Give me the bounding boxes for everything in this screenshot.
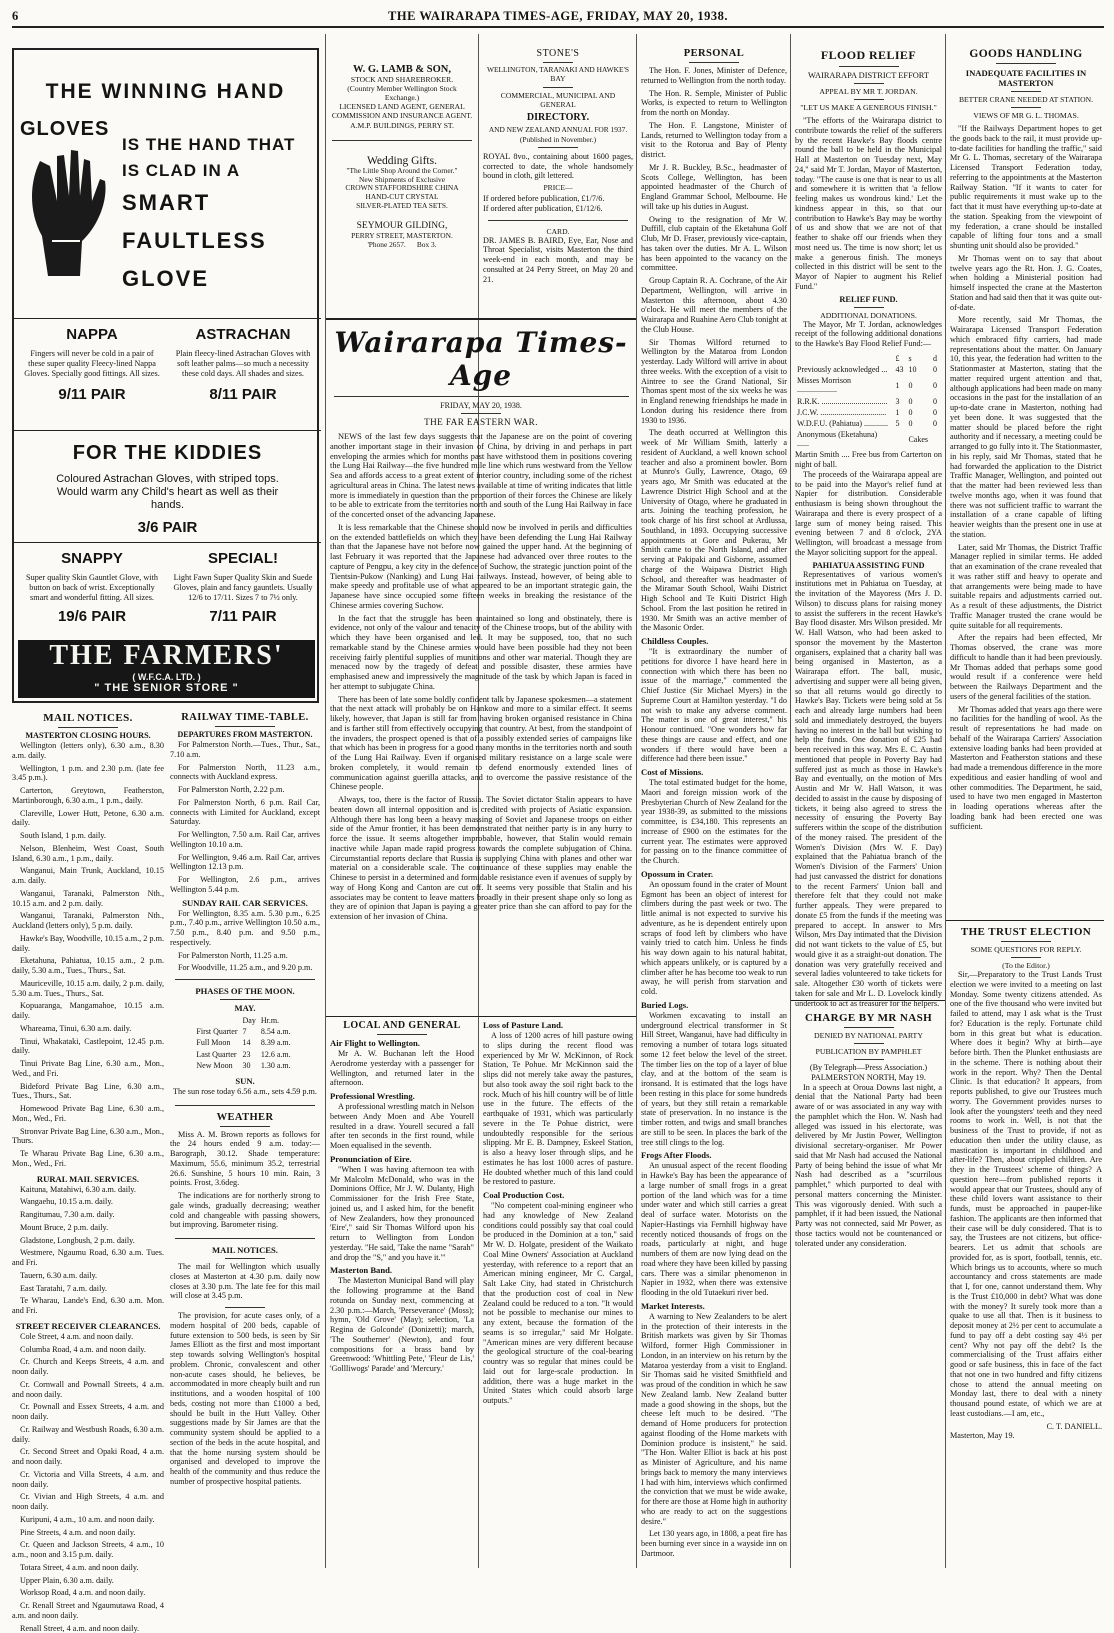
trust-election-letter: THE TRUST ELECTION SOME QUESTIONS FOR REPLY. (To the Editor.) Sir,—Preparatory to the Trust Lands Trust election we were invited to a meeting on last Monday. Some twenty citizens attended. As one of the five thousand who were invited but failed to attend, may I ask what is the Trust for? Education is the reply. Fortunate child born in this great but what is education. Where does it begin? Why at birth—aye before birth. Then the Plunket enthusiasts are in the scheme. There is nothing about their work in the report. Why? Then the Dental Clinic. Is that education? It appears, from reports published, to give our Trustees much worry. The Government provides nurses to look after the youngsters' teeth and they need rooms to work in. Well, is not that the business of the Trust to provide, if not as education then under the utility clause, as mastication is important in childhood and after-life? Then, about crippled children. Are they in the Trustees' scheme of things? A question here—from published reports it would appear that our Trustees, should any of these child lovers want assistance to their funds, must be approached in pauper-like fashion. The applicants are then informed that their case will be duly considered. That is to say, the Trustees are not citizens, but office-bearers. Let us admit that schools are provided for, as is sport, football, tennis, etc. Which brings us to accounts, where so much accountancy and cross statements are made that I, for one, cannot understand them. Why is the Trust £10,000 in debt? What was done with the money? It surely took more than a quake to use all that. Then is it business to deposit money at 2½ per cent to accumulate a fund to pay off a debt costing say 4½ per cent? Why not pay off the debt? Is the commercialising of the Trust affairs either good or safe business, this in face of the fact that not one in two hundred and fifty citizens chose to attend the annual meeting on Monday last, there to deal with a ninety thousand pound estate, of which we are at least custodians.—I am, etc., C. T. DANIELL. Masterton, May 19. bbox=[950, 926, 1102, 1570]
stones-directory-ad: STONE'S WELLINGTON, TARANAKI AND HAWKE'S BAY COMMERCIAL, MUNICIPAL AND GENERAL DIRECTORY. AND NEW ZEALAND ANNUAL FOR 1937. (Published in November.) ROYAL 8vo., containing about 1600 pages, corrected to date, the whole handsomely bound in cloth, gilt lettered. PRICE— If ordered before publication, £1/7/6. If ordered after publication, £1/12/6. CARD. DR. JAMES B. BAIRD, Eye, Ear, Nose and Throat Specialist, visits Masterton the third week-end in each month, and may be consulted at 24 Perry Street, on May 20 and 21. bbox=[483, 48, 633, 310]
gloves-illustration bbox=[20, 118, 115, 288]
street-clearance-list bbox=[12, 1332, 164, 1633]
street-clearance-item: Cr. Church and Keeps Streets, 4 a.m. and noon daily. bbox=[12, 1357, 164, 1377]
moon-phase-table: Day Hr.m. First Quarter 7 8.54 a.m. Full Moon 14 8.39 a.m. Last Quarter 23 12.6 a.m. New Moon 30 1.30 a.m. bbox=[194, 1014, 295, 1072]
donation-cell: 0 bbox=[908, 397, 931, 406]
donation-cell: 0 bbox=[933, 365, 940, 374]
railway-timetable: RAILWAY TIME-TABLE. DEPARTURES FROM MASTERTON. For Palmerston North.—Tues., Thur., Sat., 7.10 a.m. For Palmerston North, 11.23 a.m., connects with Auckland express. For Palmerston North, 2.22 p.m. For Palmerston North, 6 p.m. Rail Car, connects with Limited for Auckland, except Saturday. For Wellington, 7.50 a.m. Rail Car, arrives Wellington 10.10 a.m. For Wellington, 9.46 a.m. Rail Car, arrives Wellington 12.13 p.m. For Wellington, 2.6 p.m., arrives Wellington 5.44 p.m. SUNDAY RAIL CAR SERVICES. For Wellington, 8.35 a.m. 5.30 p.m., 6.25 p.m., 7.40 p.m., arrive Wellington 10.50 a.m., 7.50 p.m., 8.40 p.m. and 9.50 p.m., respectively. For Palmerston North, 11.25 a.m. For Woodville, 11.25 a.m., and 9.20 p.m. PHASES OF THE MOON. MAY. Day Hr.m. First Quarter 7 8.54 a.m. Full Moon 14 8.39 a.m. Last Quarter 23 12.6 a.m. New Moon 30 1.30 a.m. SUN. The sun rose today 6.56 a.m., sets 4.59 p.m. WEATHER Miss A. M. Brown reports as follows for the 24 hours ended 9 a.m. today:—Barograph, 30.12. Shade temperature: Maximum, 55.6, minimum 35.2, terrestrial 26.6. Sunshine, 5 hours 10 min. Rain, 3 points. Frost, 3.6deg. The indications are for northerly strong to gale winds, gradually decreasing; weather cold and changeable with passing showers, but improving. Barometer rising. MAIL NOTICES. The mail for Wellington which usually closes at Masterton at 4.30 p.m. daily now closes at 3.30 p.m. The late fee for this mail will close at 3.45 p.m. The provision, for acute cases only, of a modern hospital of 200 beds, capable of future extension to 500 beds, is seen by Sir James Elliott as the first and most important step towards solving Wellington's hospital problem. Chronic, convalescent and other non-acute cases should, he believes, be accommodated in more cheaply built and run institutions, and a wooden hospital of 100 beds, costing not more than £1000 a bed, should be built in the Hutt Valley. Other suggestions made by Sir James are that the community system should be applied to a section of the beds in the acute hospital, and that the home nursing system should be organised and developed to improve the health of the community and thus reduce the number of prospective hospital patients. bbox=[170, 712, 320, 1572]
editorial: Wairarapa Times-Age FRIDAY, MAY 20, 1938. THE FAR EASTERN WAR. NEWS of the last few days suggests that the Japanese are on the point of covering another important stage in their invasion of China, by driving in and perhaps in part enveloping the armies which for months past have withstood them in positions covering the Lung Hai Railway—the five hundred mile line which runs westward from the Yellow Sea and affords access to a great extent of interior country, including some of the richest agricultural areas in China. The latest news available at time of writing indicates that little more is immediately in question than the proportion of their forces the Chinese are likely to be able to extricate from the territories north and south of the Lung Hai Railway in face of the concerted onset of the advancing Japanese. It is less remarkable that the Chinese should now be involved in perils and difficulties on the extended battlefields on which they have been defending the Lung Hai Railway than that the Japanese have not before now gained the upper hand. At the beginning of last February it was reported that the Japanese had advanced over three routes to the capture of Pengpu, a key city in the defence of Suchow, the strategic junction point of the Tientsin-Pukow (Nanking) and Lung Hai railways. Instead, however, of being able to make speedy and profitable use of what appeared to be an important strategic gain, the Japanese have since occupied some fifteen weeks in breaking the resistance of the Chinese armies covering Suchow. In the fact that the struggle has been maintained so long and obstinately, there is evidence, not only of the valour and tenacity of the Chinese troops, but of the ability with which they have been organised and led. It may be supposed, too, that no such remarkable stand by the Chinese armies would have been possible had they not been receiving fairly plentiful supplies of munitions and other war material. Though they are menaced now by the tragedy of defeat and possible disaster, these armies have emphasised anew and impressively the magnitude of the task by which Japan is faced in her attempt to subjugate China. There has been of late some boldly confident talk by Japanese spokesmen—a statement that the next attack will probably be on Hankow and more to a similar effect. It seems likely, however, that Japan is still far from having broken organised resistance in China and is farther still from effectively occupying that country. At best, from the standpoint of the invaders, the prospect opened is that of a possibly extended series of campaigns like that which has been in progress for a good many months in the territories north and south of the Lung Hai Railway. Even if organised military resistance on a large scale were broken completely, it would remain to defend enormously extended lines of communication against guerilla attacks, and to overcome the passive resistance of the Chinese people. Always, too, there is the factor of Russia. The Soviet dictator Stalin appears to have beaten down all internal opposition and is credited with projects of Asiatic expansion. Although there has long been a heavy massing of Soviet and Japanese troops on either side of the Amur frontier, it has been demonstrated that neither party is in any hurry to force the issue. It seems altogether improbable, however, that Stalin would remain inactive while Japan made rapid progress towards the complete subjugation of China. Circumstantial reports declare that Russia is supplying China with planes and other war material on a considerable scale. The continuance of these supplies may enable the Chinese to persist in a determined and formidable resistance even if avenues of supply by way of Hong Kong and Canton are cut off. It seems very possible that Stalin and his associates may be content to leave matters broadly in their present shape only so long as they are of opinion that Japan is paying a greater price than she can afford to pay for the extension of her invasion of China. bbox=[330, 322, 632, 842]
street-clearance-item: Cole Street, 4 a.m. and noon daily. bbox=[12, 1332, 164, 1342]
donation-cell: R.R.K. ................................. bbox=[797, 397, 893, 406]
moon-phase-cell: New Moon bbox=[196, 1061, 240, 1070]
editorial-body bbox=[330, 432, 632, 922]
departure-item: For Palmerston North, 11.23 a.m., connects with Auckland express. bbox=[170, 763, 320, 783]
street-clearance-item: Cr. Cornwall and Pownall Streets, 4 a.m. and noon daily. bbox=[12, 1380, 164, 1400]
mail-closing-item: Wellington (letters only), 6.30 a.m., 8.30 a.m. daily. bbox=[12, 741, 164, 761]
donation-cell: 5 bbox=[895, 419, 906, 428]
column-rule bbox=[636, 34, 637, 1568]
moon-phase-row bbox=[196, 1038, 293, 1047]
donation-cell: J.C.W. ................................. bbox=[797, 408, 893, 417]
goods-handling-article: GOODS HANDLING INADEQUATE FACILITIES IN MASTERTON BETTER CRANE NEEDED AT STATION. VIEWS OF MR G. L. THOMAS. "If the Railways Department hopes to get the goods back to the rail, it must provide up-to-date facilities for handling the traffic," said Mr G. L. Thomas, secretary of the Wairarapa Licensed Transport Federation today, referring to the appointments at the Masterton Railway Station. "If it wants to cater for public requirements it must wake up to the fact that it must have everything up-to-date at the station. Speaking from the viewpoint of my federation, a crane should be installed capable of lifting four tons and a small shunting unit should also be provided." Mr Thomas went on to say that about twelve years ago the Rt. Hon. J. G. Coates, when holding a Ministerial position had himself inspected the crane at the Masterton Station and had said then that it was quite out-of-date. More recently, said Mr Thomas, the Wairarapa Licensed Transport Federation which embraced fifty carriers, had made representations about the matter. On January 10, this year, the federation had written to the Stationmaster at Masterton, stating that the matter required urgent attention and that, although applications had been made on many occasions in the past for the installation of an up-to-date crane in Masterton, nothing had yet been done. It was suggested that the matter should be placed before the right authority and if necessary, a meeting could be arranged to go fully into it. The Stationmaster, in his reply, said Mr Thomas, stated that he had forwarded the application to the District Traffic Manager, Wellington, and pointed out that the matter had been reviewed less than twelve months ago, when it was found that there was not sufficient traffic to warrant the installation of a crane capable of lifting heavier weights than the present one in use at the station. Later, said Mr Thomas, the District Traffic Manager replied in similar terms. He added that an examination of the crane revealed that it was rather stiff and heavy to operate and that arrangements were being made to have suitable repairs and adjustments carried out. As a result of these adjustments, the District Traffic Manager trusted the crane would be quite suitable for all requirements. After the repairs had been effected, Mr Thomas observed, the crane was more difficult to handle than it had been previously. Mr Thomas added that perhaps some good would result if a conference were held between the Railways Department and the users of the general facilities of the station. Mr Thomas added that years ago there were no facilities for the handling of wool. As the result of representations he had made on behalf of the Wairarapa Carriers' Association extensive loading banks had been provided at Masterton and Featherston stations and these had made a tremendous difference in the more expeditious and easier handling of wool and other commodities. The Department, he said, used to have two men engaged in Masterton in loading operations whereas after the loading bank had been erected one was sufficient. bbox=[950, 48, 1102, 913]
hospital-article: The provision, for acute cases only, of a modern hospital of 200 beds, capable of future extension to 500 beds, is seen by Sir James Elliott as the first and most important step towards solving Wellington's hospital problem. Chronic, convalescent and other non-acute cases should, he believes, be accommodated in more cheaply built and run institutions, and a wooden hospital of 100 beds, costing not more than £1000 a bed, should be built in the Hutt Valley. Other suggestions made by Sir James are that the community system should be applied to a section of the beds in the acute hospital, and that the home nursing system should be organised and developed to improve the health of the community and thus reduce the number of prospective hospital patients. bbox=[170, 1311, 320, 1487]
rural-mail-item: Tauern, 6.30 a.m. daily. bbox=[12, 1271, 164, 1281]
local-and-general: LOCAL AND GENERAL Air Flight to Wellington. Mr A. W. Buchanan left the Hood Aerodrome yesterday with a passenger for Wellington, and returned later in the afternoon. Professional Wrestling. A professional wrestling match in Nelson between Andy Moen and Abe Yourell resulted in a draw. Yourell secured a fall after ten seconds in the first round, while Moen equalised in the seventh. Pronunciation of Eire. "When I was having afternoon tea with Mr Malcolm McDonald, who was in the Dominions Office, Mr J. W. Dulanty, High Commissioner for the Irish Free State, joined us, and I asked him, for the benefit of New Zealanders, how they pronounced 'Eire'," said Sir Thomas Wilford upon his return to Wellington from London yesterday. "He said, 'Take the name "Sarah" and drop the "S," and you have it.'" Masterton Band. The Masterton Municipal Band will play the following programme at the Band rotunda on Sunday next, commencing at 2.30 p.m.:—March, 'Perseverance' (Moss); hymn, 'Old Grove' (May); selection, 'La Regina de Golconde' (Donizetti); march, 'The Southerner' (Newton), and four compositions for a brass band by Greenwood: 'Whittling Pete,' 'Fleur de Lis,' 'Gollliwogs' Parade' and 'Mercury.' bbox=[330, 1020, 474, 1570]
editorial-paragraph: It is less remarkable that the Chinese should now be involved in perils and difficulties on the extended battlefields on which they have been defending the Lung Hai Railway than that the Japanese have not before now gained the upper hand. At the beginning of last February it was reported that the Japanese had advanced over three routes to the capture of Pengpu, a key city in the defence of Suchow, the strategic junction point of the Tientsin-Pukow (Nanking) and Lung Hai railways. Instead, however, of being able to make speedy and profitable use of what appeared to be an important strategic gain, the Japanese have since occupied some fifteen weeks in breaking the resistance of the Chinese armies covering Suchow. bbox=[330, 523, 632, 611]
departures-list bbox=[170, 740, 320, 895]
mail-notices: MAIL NOTICES. MASTERTON CLOSING HOURS. Wellington (letters only), 6.30 a.m., 8.30 a.m. daily. Wellington, 1 p.m. and 2.30 p.m. (late fee 3.45 p.m.). Carterton, Greytown, Featherston, Martinborough, 6.30 a.m., 1 p.m., daily. Clareville, Lower Hutt, Petone, 6.30 a.m. daily. South Island, 1 p.m. daily. Nelson, Blenheim, West Coast, South Island, 6.30 a.m., 1 p.m., daily. Wanganui, Main Trunk, Auckland, 10.15 a.m. daily. Wanganui, Taranaki, Palmerston Nth., 10.15 a.m. and 2 p.m. daily. Wanganui, Taranaki, Palmerston Nth., Auckland (letters only), 5 p.m. daily. Hawke's Bay, Woodville, 10.15 a.m., 2 p.m. daily. Eketahuna, Pahiatua, 10.15 a.m., 2 p.m. daily, 5.30 a.m., Tues., Thurs., Sat. Mauriceville, 10.15 a.m. daily, 2 p.m. daily, 5.30 a.m. Tues., Thurs., Sat. Kopuaranga, Mangamahoe, 10.15 a.m. daily. Whareama, Tinui, 6.30 a.m. daily. Tinui, Whakataki, Castlepoint, 12.45 p.m. daily. Tinui Private Bag Line, 6.30 a.m., Mon., Wed., and Fri. Bideford Private Bag Line, 6.30 a.m., Tues., Thurs., Sat. Homewood Private Bag Line, 6.30 a.m., Mon., Wed., Fri. Stronvar Private Bag Line, 6.30 a.m., Mon., Thurs. Te Wharau Private Bag Line, 6.30 a.m., Mon., Wed., Fri. RURAL MAIL SERVICES. Kaituna, Matahiwi, 6.30 a.m. daily. Wangaehu, 10.15 a.m. daily. Rangitumau, 7.30 a.m. daily. Mount Bruce, 2 p.m. daily. Gladstone, Longbush, 2 p.m. daily. Westmere, Ngaumu Road, 6.30 a.m. Tues. and Fri. Tauern, 6.30 a.m. daily. East Taratahi, 7 a.m. daily. Te Wharau, Lande's End, 6.30 a.m. Mon. and Fri. STREET RECEIVER CLEARANCES. Cole Street, 4 a.m. and noon daily. Columba Road, 4 a.m. and noon daily. Cr. Church and Keeps Streets, 4 a.m. and noon daily. Cr. Cornwall and Pownall Streets, 4 a.m. and noon daily. Cr. Pownall and Essex Streets, 4 a.m. and noon daily. Cr. Railway and Westbush Roads, 6.30 a.m. daily. Cr. Second Street and Opaki Road, 4 a.m. and noon daily. Cr. Victoria and Villa Streets, 4 a.m. and noon daily. Cr. Vivian and High Streets, 4 a.m. and noon daily. Kuripuni, 4 a.m., 10 a.m. and noon daily. Pine Streets, 4 a.m. and noon daily. Cr. Queen and Jackson Streets, 4 a.m., 10 a.m., noon and 3.15 p.m. daily. Totara Street, 4 a.m. and noon daily. Upper Plain, 6.30 a.m. daily. Worksop Road, 4 a.m. and noon daily. Cr. Renall Street and Ngaumutawa Road, 4 a.m. and noon daily. Renall Street, 4 a.m. and noon daily. bbox=[12, 712, 164, 1572]
street-clearance-item: Totara Street, 4 a.m. and noon daily. bbox=[12, 1563, 164, 1573]
personal-item: The Hon. F. Langstone, Minister of Lands, returned to Wellington today from a visit to the Rotorua and Bay of Plenty district. bbox=[641, 121, 787, 160]
rural-mail-item: Westmere, Ngaumu Road, 6.30 a.m. Tues. and Fri. bbox=[12, 1248, 164, 1268]
ad-headline: THE WINNING HAND bbox=[14, 80, 317, 104]
goods-paragraph: More recently, said Mr Thomas, the Wairarapa Licensed Transport Federation which embraced fifty carriers, had made representations about the matter. On January 10, this year, the federation had written to the Stationmaster at Masterton, stating that the matter required urgent attention and that, although applications had been made on many occasions in the past for the installation of an up-to-date crane in Masterton, nothing had yet been done. It was suggested that the matter should be placed before the right authority and if necessary, a meeting could be arranged to go fully into it. The Stationmaster, in his reply, said Mr Thomas, stated that he had forwarded the application to the District Traffic Manager, Wellington, and pointed out that the matter had been reviewed less than twelve months ago, when it was found that there was not sufficient traffic to warrant the installation of a crane capable of lifting heavier weights than the present one in use at the station. bbox=[950, 315, 1102, 539]
mail-closing-item: Clareville, Lower Hutt, Petone, 6.30 a.m. daily. bbox=[12, 809, 164, 829]
street-clearance-item: Renall Street, 4 a.m. and noon daily. bbox=[12, 1624, 164, 1633]
moon-phase-cell: Last Quarter bbox=[196, 1050, 240, 1059]
moon-phase-cell: 1.30 a.m. bbox=[261, 1061, 294, 1070]
flood-relief-article: FLOOD RELIEF WAIRARAPA DISTRICT EFFORT APPEAL BY MR T. JORDAN. "LET US MAKE A GENEROUS FINISH." "The efforts of the Wairarapa district to contribute towards the relief of the sufferers by the recent Hawke's Bay floods centre round the ball to be held in the Municipal Hall at Masterton on Tuesday next, May 24," said Mr T. Jordan, Mayor of Masterton, today. "The cause is one that is near to us all and somewhere it is written that 'a fellow feeling makes us wondrous kind.' Let the kindness appear in this, so that our contribution to Hawke's Bay may be worthy of us and show that we are not of that feather to shake off our friends when they most need us. The time is now short; let us make a generous finish. The moneys collected in this district will be sent to the Mayor of Napier to augment his Relief Fund." RELIEF FUND. ADDITIONAL DONATIONS. The Mayor, Mr T. Jordan, acknowledges receipt of the following additional donations to the Hawke's Bay Flood Relief Fund:— £ s d Previously acknowledged ... 43 10 0 Misses Morrison .................... 1 0 0 R.R.K. ................................. 3 0 0 J.C.W. ................................. 1 0 0 W.D.F.U. (Pahiatua) ............ 5 0 0 Anonymous (Eketahuna) ...... Cakes Martin Smith .... Free bus from Carterton on night of ball. The proceeds of the Wairarapa appeal are to be paid into the Mayor's relief fund at Napier for distribution. Considerable enthusiasm is being shown throughout the Wairarapa and there is every prospect of a large sum of money being raised. This evening between 7 and 8 o'clock, 2YA Wellington, will broadcast a message from the Mayor soliciting support for the appeal. PAHIATUA ASSISTING FUND Representatives of various women's institutions met in Pahiatua on Tuesday, at the invitation of the Mayoress (Mrs J. D. Wilson) to discuss plans for raising money to assist the sufferers in the recent Hawke's Bay flood disaster. Mrs Wilson presided. Mr W. Hall Watson, who had been asked to sponsor the movement by the Masterton organisers, explained that a charity ball was being organised in Masterton, as a Wairarapa effort. The ball, music, advertising and supper were all being given, so that all returns would go directly to Hawke's Bay. Tickets were being sold at 5s each and already large numbers had been sold and immediately destroyed, the buyers having no interest in the ball but wishing to help the funds. One donation of £25 had been received in this way. Mrs E. C. Austin mentioned that people in Poverty Bay had suffered just as much as those in Hawke's Bay and eventually, on the motion of Mrs Austin and Mr W. Hall Watson, it was decided to assist in the cause by disposing of tickets, it being also agreed to stress the necessity of ensuring the Poverty Bay sufferers within the scope of the distribution of the money raised. The president of the Women's Division (Mrs W. F. Day) explained that the Pahiatua branch of the Women's Division of the Farmers' Union had just canvassed the district for donations to the recent Farmers' Union ball and therefore felt that they could not make further appeals. They were prepared to donate £5 from the funds if the meeting was prepared to accept. In answer to Mrs Wilson, Mrs Day intimated that the Division did not want tickets to the value of £5, but would give it as a straight-out donation. The donation was very gratefully received and several ladies volunteered to take tickets for sale. Altogether £30 worth of tickets were taken for sale and Mr L. D. Lovelock kindly undertook to act as treasurer for the helpers. bbox=[795, 48, 942, 768]
donation-cell: W.D.F.U. (Pahiatua) ............ bbox=[797, 419, 893, 428]
personal-item: Sir Thomas Wilford returned to Wellington by the Mataroa from London yesterday. Lady Wilford will arrive in about three weeks. With the exception of a visit to Aintree to see the Grand National, Sir Thomas spent most of the six weeks he was in England renewing friendships he made in London during his residence there from 1930 to 1936. bbox=[641, 338, 787, 426]
departure-item: For Palmerston North.—Tues., Thur., Sat., 7.10 a.m. bbox=[170, 740, 320, 760]
donation-cell: 1 bbox=[895, 408, 906, 417]
street-clearance-item: Kuripuni, 4 a.m., 10 a.m. and noon daily. bbox=[12, 1515, 164, 1525]
paper-title: THE WAIRARAPA TIMES-AGE, FRIDAY, MAY 20, 1938. bbox=[12, 9, 1104, 24]
moon-phase-cell: Full Moon bbox=[196, 1038, 240, 1047]
column-rule bbox=[945, 34, 946, 1568]
column-rule bbox=[790, 34, 791, 1568]
moon-phase-cell: 7 bbox=[243, 1027, 259, 1036]
glove-hand-icon bbox=[20, 141, 115, 281]
departure-item: For Palmerston North, 6 p.m. Rail Car, connects with Limited for Auckland, except Saturday. bbox=[170, 798, 320, 827]
sunday-service-item: For Wellington, 8.35 a.m. 5.30 p.m., 6.25 p.m., 7.40 p.m., arrive Wellington 10.50 a.m., 7.50 p.m., 8.40 p.m. and 9.50 p.m., respectively. bbox=[170, 909, 320, 948]
rural-mail-item: Mount Bruce, 2 p.m. daily. bbox=[12, 1223, 164, 1233]
donation-cell: 0 bbox=[933, 408, 940, 417]
editorial-paragraph: In the fact that the struggle has been maintained so long and obstinately, there is evidence, not only of the valour and tenacity of the Chinese troops, but of the ability with which they have been organised and led. It may be supposed, too, that no such remarkable stand by the Chinese armies would have been possible had they not been receiving fairly plentiful supplies of munitions and other war material. Though they are menaced now by the tragedy of defeat and possible disaster, these armies have emphasised anew and impressively the magnitude of the task by which Japan is faced in her attempt to subjugate China. bbox=[330, 614, 632, 692]
mail-closing-item: Eketahuna, Pahiatua, 10.15 a.m., 2 p.m. daily, 5.30 a.m., Tues., Thurs., Sat. bbox=[12, 956, 164, 976]
street-clearance-item: Cr. Renall Street and Ngaumutawa Road, 4 a.m. and noon daily. bbox=[12, 1601, 164, 1621]
goods-paragraph: Mr Thomas went on to say that about twelve years ago the Rt. Hon. J. G. Coates, when holding a Ministerial position had himself inspected the crane at the Masterton Station and had said then that it was quite out-of-date. bbox=[950, 254, 1102, 313]
moon-phase-cell: 14 bbox=[243, 1038, 259, 1047]
masthead-title: Wairarapa Times-Age bbox=[330, 326, 632, 392]
farmers-logo: THE FARMERS' ( W.F.C.A. LTD. ) " THE SENIOR STORE " bbox=[18, 640, 315, 698]
column-rule bbox=[325, 34, 326, 1568]
street-clearance-item: Cr. Railway and Westbush Roads, 6.30 a.m. daily. bbox=[12, 1425, 164, 1445]
page-header bbox=[12, 4, 1104, 28]
street-clearance-item: Upper Plain, 6.30 a.m. daily. bbox=[12, 1576, 164, 1586]
street-clearance-item: Pine Streets, 4 a.m. and noon daily. bbox=[12, 1528, 164, 1538]
astrachan-section: ASTRACHAN Plain fleecy-lined Astrachan Gloves with soft leather palms—so much a necessity these cold days. All shades and sizes. 8/11 PAIR bbox=[172, 326, 314, 403]
mail-closing-item: Te Wharau Private Bag Line, 6.30 a.m., Mon., Wed., Fri. bbox=[12, 1149, 164, 1169]
departure-item: For Wellington, 7.50 a.m. Rail Car, arrives Wellington 10.10 a.m. bbox=[170, 830, 320, 850]
street-clearance-item: Cr. Victoria and Villa Streets, 4 a.m. and noon daily. bbox=[12, 1470, 164, 1490]
lamb-and-gifts-ads: W. G. LAMB & SON, STOCK AND SHAREBROKER. (Country Member Wellington Stock Exchange.) LICENSED LAND AGENT, GENERAL COMMISSION AND INSURANCE AGENT. A.M.P. BUILDINGS, PERRY ST. Wedding Gifts. "The Little Shop Around the Corner." New Shipments of Exclusive CROWN STAFFORDSHIRE CHINA HAND-CUT CRYSTAL SILVER-PLATED TEA SETS. SEYMOUR GILDING, PERRY STREET, MASTERTON. 'Phone 2657. Box 3. bbox=[330, 60, 474, 310]
donation-row bbox=[797, 430, 940, 448]
personal-item: The Hon. F. Jones, Minister of Defence, returned to Wellington from the north today. bbox=[641, 66, 787, 86]
rural-mail-item: Gladstone, Longbush, 2 p.m. daily. bbox=[12, 1236, 164, 1246]
kiddies-section: FOR THE KIDDIES Coloured Astrachan Gloves, with striped tops. Would warm any Child's heart as well as their hands. 3/6 PAIR bbox=[24, 442, 311, 536]
page-number: 6 bbox=[12, 9, 18, 24]
special-section: SPECIAL! Light Fawn Super Quality Skin and Suede Gloves, plain and fancy gauntlets. Usually 12/6 to 17/11. Sizes 7 to 7½ only. 7/11 PAIR bbox=[172, 550, 314, 625]
donation-cell: 0 bbox=[908, 408, 931, 417]
goods-paragraph: "If the Railways Department hopes to get the goods back to the rail, it must provide up-to-date facilities for handling the traffic," said Mr G. L. Thomas, secretary of the Wairarapa Licensed Transport Federation today, referring to the appointments at the Masterton Railway Station. "If it wants to cater for public requirements it must wake up to the fact that it must have everything up-to-date at the station. Speaking from the viewpoint of my federation, a crane should be installed capable of lifting four tons and a small shunting unit should also be provided." bbox=[950, 124, 1102, 251]
donations-table: £ s d Previously acknowledged ... 43 10 0 Misses Morrison .................... 1 0 0 R.R.K. ................................. 3 0 0 J.C.W. ................................. 1 0 0 W.D.F.U. (Pahiatua) ............ 5 0 0 Anonymous (Eketahuna) ...... Cakes bbox=[795, 352, 942, 451]
mail-closing-item: Hawke's Bay, Woodville, 10.15 a.m., 2 p.m. daily. bbox=[12, 934, 164, 954]
goods-paragraph: After the repairs had been effected, Mr Thomas observed, the crane was more difficult to handle than it had been previously. Mr Thomas added that perhaps some good would result if a conference were held between the Railways Department and the users of the general facilities of the station. bbox=[950, 633, 1102, 701]
mail-closing-item: Stronvar Private Bag Line, 6.30 a.m., Mon., Thurs. bbox=[12, 1127, 164, 1147]
street-clearance-item: Cr. Vivian and High Streets, 4 a.m. and noon daily. bbox=[12, 1492, 164, 1512]
moon-phase-cell: First Quarter bbox=[196, 1027, 240, 1036]
moon-phase-cell: 30 bbox=[243, 1061, 259, 1070]
donation-cell: 10 bbox=[908, 365, 931, 374]
donation-row bbox=[797, 365, 940, 374]
editorial-paragraph: Always, too, there is the factor of Russia. The Soviet dictator Stalin appears to have beaten down all internal opposition and is credited with projects of Asiatic expansion. Although there has long been a heavy massing of Soviet and Japanese troops on either side of the Amur frontier, it has been demonstrated that neither party is in any hurry to force the issue. It seems altogether improbable, however, that Stalin would remain inactive while Japan made rapid progress towards the complete subjugation of China. Circumstantial reports declare that Russia is supplying China with planes and other war material on a considerable scale. The continuance of these supplies may enable the Chinese to persist in a determined and formidable resistance even if avenues of supply by way of Hong Kong and Canton are cut off. It seems very possible that Stalin and his associates may be content to leave matters broadly in their present shape only so long as they are of opinion that Japan is paying a greater price than she can afford to pay for the extension of her invasion of China. bbox=[330, 795, 632, 922]
editorial-paragraph: NEWS of the last few days suggests that the Japanese are on the point of covering another important stage in their invasion of China, by driving in and perhaps in part enveloping the armies which for months past have withstood them in positions covering the Lung Hai Railway—the five hundred mile line which runs westward from the Yellow Sea and affords access to a great extent of interior country, including some of the richest agricultural areas in China. The latest news available at time of writing indicates that little more is immediately in question than the proportion of their forces the Chinese are likely to be able to extricate from the territories north and south of the Lung Hai Railway in face of the concerted onset of the advancing Japanese. bbox=[330, 432, 632, 520]
donation-cell: 0 bbox=[933, 376, 940, 394]
rural-mail-item: East Taratahi, 7 a.m. daily. bbox=[12, 1284, 164, 1294]
donation-cell: 0 bbox=[908, 376, 931, 394]
moon-phase-cell: 8.39 a.m. bbox=[261, 1038, 294, 1047]
donation-cell: 3 bbox=[895, 397, 906, 406]
donation-cell: Cakes bbox=[908, 430, 931, 448]
gloves-advertisement bbox=[12, 48, 319, 703]
ad-tagline: IS THE HAND THAT IS CLAD IN A SMART FAULTLESS GLOVE bbox=[122, 132, 317, 298]
mail-closing-item: Bideford Private Bag Line, 6.30 a.m., Tues., Thurs., Sat. bbox=[12, 1082, 164, 1102]
donation-cell: Previously acknowledged ... bbox=[797, 365, 893, 374]
donation-cell: 0 bbox=[933, 419, 940, 428]
donation-cell: Misses Morrison .................... bbox=[797, 376, 893, 394]
moon-phase-cell: 12.6 a.m. bbox=[261, 1050, 294, 1059]
departure-item: For Wellington, 2.6 p.m., arrives Wellington 5.44 p.m. bbox=[170, 875, 320, 895]
donation-row bbox=[797, 376, 940, 394]
mail-closing-item: South Island, 1 p.m. daily. bbox=[12, 831, 164, 841]
personal-column: PERSONAL The Hon. F. Jones, Minister of Defence, returned to Wellington from the north today. The Hon. R. Semple, Minister of Public Works, is expected to return to Wellington from the north on Monday. The Hon. F. Langstone, Minister of Lands, returned to Wellington today from a visit to the Rotorua and Bay of Plenty district. Mr J. R. Buckley, B.Sc., headmaster of Scots College, Wellington, has been appointed headmaster of the Church of England Grammar School, Melbourne. He will take up his duties in August. Owing to the resignation of Mr W. Duffill, club captain of the Eketahuna Golf Club, Mr D. Fraser, previously vice-captain, has taken over the duties. Mr A. L. Wilson has been appointed to the vacancy on the committee. Group Captain R. A. Cochrane, of the Air Department, Wellington, will arrive in Masterton this afternoon, about 4.30 o'clock. He will meet the members of the Wairarapa and Ruahine Aero Club tonight at the Club House. Sir Thomas Wilford returned to Wellington by the Mataroa from London yesterday. Lady Wilford will arrive in about three weeks. With the exception of a visit to Aintree to see the Grand National, Sir Thomas spent most of the six weeks he was in England renewing friendships he made in London during his residence there from 1930 to 1936. The death occurred at Wellington this week of Mr William Smith, latterly a resident of Auckland, a well known school teacher and also a prominent bowler. Born at Munro's Gully, Lawrence, Otago, 69 years ago, Mr Smith was educated at the Lawrence District High School and at the University of Otago, where he graduated in arts. Joining the teaching profession, he took charge of his first school at Ardlussa, Southland, in 1893. Occupying successive appointments at Gore and Pukerau, Mr Smith came to the North Island, and after serving at Pakipaki and Gisborne, assumed charge of the Waipawa District High School, and thereafter was headmaster of the Miramar South School, Waihi District High School and Te Kuiti District High School. From the last position he retired in 1930. Mr Smith was an active member of the Masonic Order. Childless Couples. "It is extraordinary the number of petitions for divorce I have heard here in connection with which there has been no issue of the marriage," commented the Chief Justice (Sir Michael Myers) in the Supreme Court at Hamilton yesterday. "I do not wish to make any adverse comment. The matter is one of great interest," his Honour continued. "One wonders how far these things are cause and effect, and one wonders if there would have been a difference had there been issue." Cost of Missions. The total estimated budget for the home, Maori and foreign mission work of the Presbyterian Church of New Zealand for the year 1938-39, as submitted to the missions committee, is £34,180. This represents an increase of £900 on the estimates for the current year. The estimates were approved for passing on to the finance committee of the Church. Opossum in Crater. An opossum found in the crater of Mount Egmont has been an object of interest for climbers during the past week or two. The little animal is not expected to survive his adventure, as he is dependent entirely upon scraps of food left by climbers who have vainly tried to catch him. Unless he finds his way down again to his natural habitat, which appears unlikely, or is captured by a climber after he has become too weak to run away, he will perish from starvation and cold. Buried Logs. Workmen excavating to install an underground electrical transformer in St Hill Street, Wanganui, have had difficulty in removing a number of totara logs situated some 12 feet below the level of the street. The timber lies on the top of a layer of blue clay, and at the bottom of the seam is ironsand. It is estimated that the logs have been resting in this place for some hundreds of years, but they still retain a remarkable state of preservation. In no instance is the timber rotten, and twigs and small branches are still to be seen. In places the bark of the tree still clings to the log. Frogs After Floods. An unusual aspect of the recent flooding in Hawke's Bay has been the appearance of a large number of small frogs in a great portion of the land which was for a time under water and which still carries a great deal of surface water. Motorists on the Napier-Hastings via Fernhill highway have recently noticed thousands of frogs on the roads, particularly at night, and huge numbers of them are now lying dead on the road where they have been killed by passing cars. There was a similar phenomenon in Napier in 1932, when there was extensive flooding in the old Tutaekuri river bed. Market Interests. A warning to New Zealanders to be alert in the protection of their interests in the British markets was given by Sir Thomas Wilford, former High Commissioner in London, in an interview on his return by the Mataroa yesterday from a visit to England. Sir Thomas said he visited Smithfield and was proud of the condition in which he saw New Zealand lamb. New Zealand butter made a good showing in the shops, but the cheese left much to be desired. "The demand of Home producers for protection against flooding of the Home markets with Dominion produce is insistent," he said. "The Hon. Walter Elliot is back at his post as Minister of Agriculture, and his name brings back to memory the many interviews I had with him, interviews which confirmed the conviction that we must be wide awake, for there are those at Home high in authority who are ready to act on the suggestions desire." Let 130 years ago, in 1808, a peat fire has been burning ever since in a wayside inn on Dartmoor. bbox=[641, 48, 787, 1568]
personal-item: Group Captain R. A. Cochrane, of the Air Department, Wellington, will arrive in Masterton this afternoon, about 4.30 o'clock. He will meet the members of the Wairarapa and Ruahine Aero Club tonight at the Club House. bbox=[641, 276, 787, 335]
personal-item: The death occurred at Wellington this week of Mr William Smith, latterly a resident of Auckland, a well known school teacher and also a prominent bowler. Born at Munro's Gully, Lawrence, Otago, 69 years ago, Mr Smith was educated at the Lawrence District High School and at the University of Otago, where he graduated in arts. Joining the teaching profession, he took charge of his first school at Ardlussa, Southland, in 1893. Occupying successive appointments at Gore and Pukerau, Mr Smith came to the North Island, and after serving at Pakipaki and Gisborne, assumed charge of the Waipawa District High School, and thereafter was headmaster of the Miramar South School, Waihi District High School and Te Kuiti District High School. From the last position he retired in 1930. Mr Smith was an active member of the Masonic Order. bbox=[641, 428, 787, 633]
sunday-services-list bbox=[170, 909, 320, 974]
mail-closing-item: Kopuaranga, Mangamahoe, 10.15 a.m. daily. bbox=[12, 1001, 164, 1021]
mail-closing-item: Tinui, Whakataki, Castlepoint, 12.45 p.m. daily. bbox=[12, 1037, 164, 1057]
rural-mail-item: Kaituna, Matahiwi, 6.30 a.m. daily. bbox=[12, 1185, 164, 1195]
mail-closing-item: Wanganui, Main Trunk, Auckland, 10.15 a.m. daily. bbox=[12, 866, 164, 886]
moon-phase-cell: 23 bbox=[243, 1050, 259, 1059]
mail-closing-item: Mauriceville, 10.15 a.m. daily, 2 p.m. daily, 5.30 a.m. Tues., Thurs., Sat. bbox=[12, 979, 164, 999]
donation-cell: 0 bbox=[908, 419, 931, 428]
donation-row bbox=[797, 419, 940, 428]
sunday-service-item: For Woodville, 11.25 a.m., and 9.20 p.m. bbox=[170, 963, 320, 973]
donation-cell bbox=[933, 430, 940, 448]
donation-row bbox=[797, 397, 940, 406]
mail-closing-item: Wanganui, Taranaki, Palmerston Nth., Auckland (letters only), 5 p.m. daily. bbox=[12, 911, 164, 931]
local-and-general-continued: Loss of Pasture Land. A loss of 1200 acres of hill pasture owing to slips during the recent flood was experienced by Mr W. McKinnon, of Rock Station, Te Pohue. Mr McKinnon said the slips did not merely take away the pastures, but also took away the soil right back to the rock. Much of his hill country will be of little use in the future. The effects of the earthquake of 1931, which was particularly severe in the Te Pohue district, were undoubtedly responsible for the serious slipping. Mr E. B. Dampney, Eskeel Station, is also a heavy loser through slips, and he estimates he has lost 1000 acres of pasture. He doubted whether much of this land could be restored to pasture. Coal Production Cost. "No competent coal-mining engineer who had any knowledge of New Zealand conditions could possibly say that coal could be produced in the Dominion at a ton," said Mr W. D. Holgate, president of the Waikato Coal Mine Owners' Association at Auckland yesterday, with reference to a report that an American mining engineer, Mr C. Cargal, Salt Lake City, had stated in Christchurch that the production cost of coal in New Zealand could be reduced to a ton. "It would not be possible to mechanise our mines to any extent, because the formation of the seams is so irregular," said Mr Holgate. "American mines are very different because the geological structure of the coal-bearing country was so regular that mines could be laid out for large-scale production. In addition, there was a huge market in the United States which could absorb large outputs." bbox=[483, 1020, 633, 1570]
mail-closing-item: Whareama, Tinui, 6.30 a.m. daily. bbox=[12, 1024, 164, 1034]
donation-cell: Anonymous (Eketahuna) ...... bbox=[797, 430, 893, 448]
nash-article: CHARGE BY MR NASH DENIED BY NATIONAL PARTY PUBLICATION BY PAMPHLET (By Telegraph—Press Association.) PALMERSTON NORTH, May 19. In a speech at Oroua Downs last night, a denial that the National Party had been aware of or was associated in any way with the pamphlet which the Hon. W. Nash had alleged was issued in his electorate, was delivered by Mr Justin Power, Wellington divisional secretary-organiser. Mr Power said that Mr Nash had accused the National Party of being behind the issue of what Mr Nash had described as a "scurrilous pamphlet," which purported to deal with personal matters concerning the Minister. This was vigorously denied. With such a pamphlet, if it had been issued, the National Party was not connected, said Mr Power, as those tactics would not be countenanced or tolerated under any consideration. bbox=[795, 1012, 942, 1568]
rural-mail-item: Wangaehu, 10.15 a.m. daily. bbox=[12, 1197, 164, 1207]
street-clearance-item: Cr. Queen and Jackson Streets, 4 a.m., 10 a.m., noon and 3.15 p.m. daily. bbox=[12, 1540, 164, 1560]
street-clearance-item: Cr. Pownall and Essex Streets, 4 a.m. and noon daily. bbox=[12, 1402, 164, 1422]
goods-paragraph: Later, said Mr Thomas, the District Traffic Manager replied in similar terms. He added that an examination of the crane revealed that it was rather stiff and heavy to operate and that arrangements were being made to have suitable repairs and adjustments carried out. As a result of these adjustments, the District Traffic Manager trusted the crane would be quite suitable for all requirements. bbox=[950, 543, 1102, 631]
donation-cell: 0 bbox=[933, 397, 940, 406]
sunday-service-item: For Palmerston North, 11.25 a.m. bbox=[170, 951, 320, 961]
departure-item: For Palmerston North, 2.22 p.m. bbox=[170, 785, 320, 795]
moon-phase-cell: 8.54 a.m. bbox=[261, 1027, 294, 1036]
mail-closing-item: Wanganui, Taranaki, Palmerston Nth., 10.15 a.m. and 2 p.m. daily. bbox=[12, 889, 164, 909]
street-clearance-item: Cr. Second Street and Opaki Road, 4 a.m. and noon daily. bbox=[12, 1447, 164, 1467]
mail-closing-item: Nelson, Blenheim, West Coast, South Island, 6.30 a.m., 1 p.m., daily. bbox=[12, 844, 164, 864]
street-clearance-item: Worksop Road, 4 a.m. and noon daily. bbox=[12, 1588, 164, 1598]
mail-closing-item: Carterton, Greytown, Featherston, Martinborough, 6.30 a.m., 1 p.m., daily. bbox=[12, 786, 164, 806]
mail-closing-item: Homewood Private Bag Line, 6.30 a.m., Mon., Wed., Fri. bbox=[12, 1104, 164, 1124]
donation-cell bbox=[895, 430, 906, 448]
rural-mail-list bbox=[12, 1185, 164, 1316]
editorial-headline: THE FAR EASTERN WAR. bbox=[330, 417, 632, 427]
donation-cell: 43 bbox=[895, 365, 906, 374]
rural-mail-item: Te Wharau, Lande's End, 6.30 a.m. Mon. and Fri. bbox=[12, 1296, 164, 1316]
mail-closing-list bbox=[12, 741, 164, 1169]
gloves-word: GLOVES bbox=[20, 118, 115, 141]
moon-phase-row bbox=[196, 1027, 293, 1036]
donation-cell: 1 bbox=[895, 376, 906, 394]
goods-paragraph: Mr Thomas added that years ago there were no facilities for the handling of wool. As the result of representations he had made on behalf of the Wairarapa Carriers' Association extensive loading banks had been provided at Masterton and Featherston stations and these had made a tremendous difference in the more expeditious and easier handling of wool and other commodities. The Department, he said, used to have two men engaged in Masterton in loading operations whereas after the loading bank had been erected one was sufficient. bbox=[950, 705, 1102, 832]
street-clearance-item: Columba Road, 4 a.m. and noon daily. bbox=[12, 1345, 164, 1355]
editorial-paragraph: There has been of late some boldly confident talk by Japanese spokesmen—a statement that the next attack will probably be on Hankow and more to a similar effect. It seems likely, however, that Japan is still far from having broken organised resistance in China and is farther still from effectively occupying that country. At best, from the standpoint of the invaders, the prospect opened is that of a possibly extended series of campaigns like that which has been in progress for a good many months in the territories north and south of the Lung Hai Railway. Even if organised military resistance on a large scale were broken completely, it would remain to defend enormously extended lines of communication against guerilla attacks, and to overcome the passive resistance of the Chinese people. bbox=[330, 695, 632, 793]
snappy-section: SNAPPY Super quality Skin Gauntlet Glove, with button on back of wrist. Exceptionally smart and wonderful fitting. All sizes. 19/6 PAIR bbox=[22, 550, 162, 625]
personal-item: Mr J. R. Buckley, B.Sc., headmaster of Scots College, Wellington, has been appointed headmaster of the Church of England Grammar School, Melbourne. He will take up his duties in August. bbox=[641, 163, 787, 212]
moon-phase-row bbox=[196, 1050, 293, 1059]
mail-closing-item: Wellington, 1 p.m. and 2.30 p.m. (late fee 3.45 p.m.). bbox=[12, 764, 164, 784]
mail-closing-item: Tinui Private Bag Line, 6.30 a.m., Mon., Wed., and Fri. bbox=[12, 1059, 164, 1079]
rural-mail-item: Rangitumau, 7.30 a.m. daily. bbox=[12, 1210, 164, 1220]
moon-phase-row bbox=[196, 1061, 293, 1070]
donation-row bbox=[797, 408, 940, 417]
personal-item: The Hon. R. Semple, Minister of Public Works, is expected to return to Wellington from the north on Monday. bbox=[641, 89, 787, 118]
departure-item: For Wellington, 9.46 a.m. Rail Car, arrives Wellington 12.13 p.m. bbox=[170, 853, 320, 873]
personal-item: Owing to the resignation of Mr W. Duffill, club captain of the Eketahuna Golf Club, Mr D. Fraser, previously vice-captain, has taken over the duties. Mr A. L. Wilson has been appointed to the vacancy on the committee. bbox=[641, 215, 787, 274]
nappa-section: NAPPA Fingers will never be cold in a pair of these super quality Fleecy-lined Nappa Gloves. Specially good fittings. All sizes. 9/11 PAIR bbox=[22, 326, 162, 403]
